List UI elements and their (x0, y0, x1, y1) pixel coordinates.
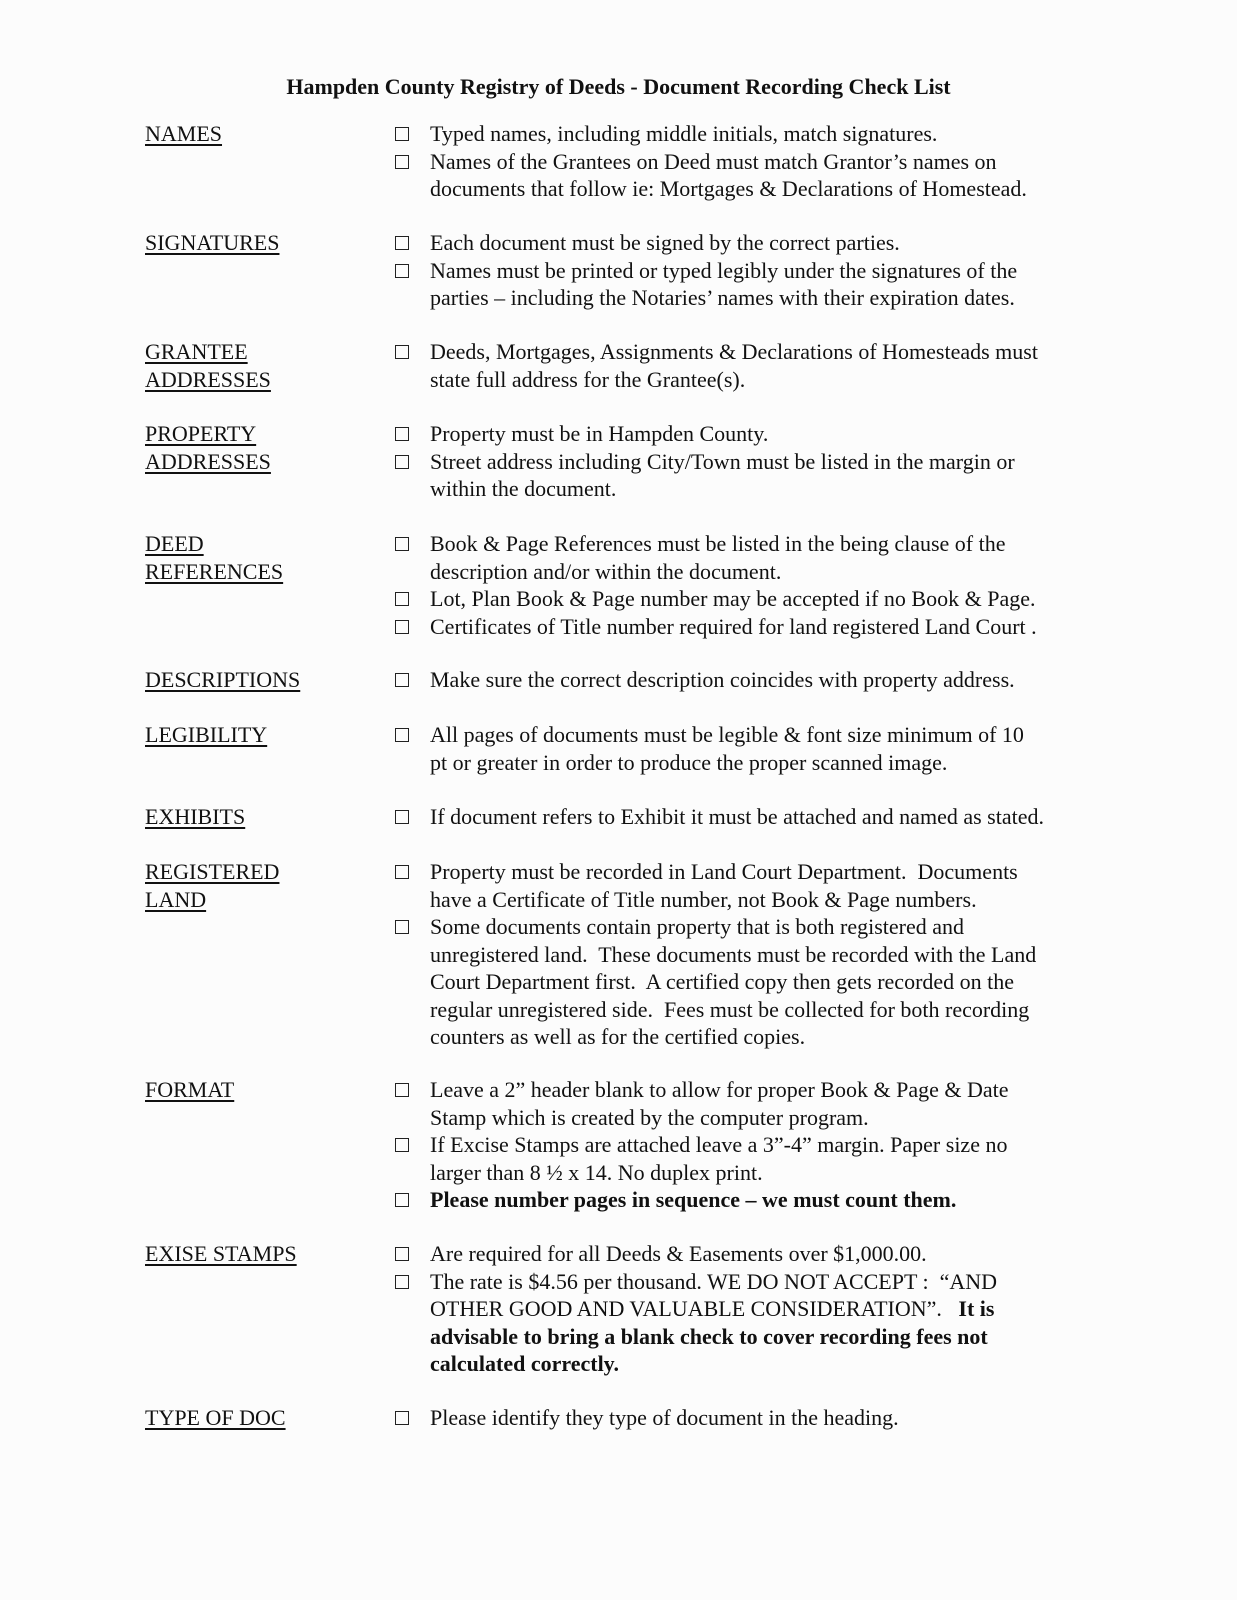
item-text: Each document must be signed by the correct parties. (430, 230, 900, 255)
section-label-line: REGISTERED (145, 859, 280, 884)
item-text-line (430, 120, 1125, 148)
item-text: All pages of documents must be legible & font size minimum of 10 (430, 722, 1024, 747)
checklist-item (395, 613, 1125, 641)
item-text-line (430, 941, 1125, 969)
checklist-item (395, 530, 1125, 585)
checklist-item (395, 1186, 1125, 1214)
item-text-line (430, 749, 1125, 777)
item-text: unregistered land. These documents must be recorded with the Land (430, 941, 1037, 967)
item-text: Deeds, Mortgages, Assignments & Declarations of Homesteads must (430, 339, 1038, 364)
item-text: Names of the Grantees on Deed must match Grantor’s names on (430, 148, 997, 174)
item-text-line (430, 558, 1125, 586)
checkbox-icon[interactable] (395, 810, 409, 824)
checkbox-icon[interactable] (395, 1411, 409, 1425)
checklist-items (395, 858, 1125, 1051)
item-text: Lot, Plan Book & Page number may be accepted if no Book & Page. (430, 586, 1036, 611)
item-text-line (430, 968, 1125, 996)
checkbox-icon[interactable] (395, 592, 409, 606)
section-label-line: FORMAT (145, 1077, 235, 1102)
item-text: If document refers to Exhibit it must be attached and named as stated. (430, 804, 1044, 829)
item-text: Stamp which is created by the computer program. (430, 1104, 869, 1130)
checkbox-icon[interactable] (395, 1275, 409, 1289)
checklist-item (395, 585, 1125, 613)
checklist-items (395, 120, 1125, 203)
checklist-item (395, 1131, 1125, 1186)
checklist-items (395, 338, 1125, 393)
checklist-item (395, 1404, 1125, 1432)
checkbox-icon[interactable] (395, 236, 409, 250)
section-label (145, 1404, 286, 1432)
item-text-line (430, 1404, 1125, 1432)
item-text-line (430, 229, 1125, 257)
checklist-item (395, 858, 1125, 913)
item-text: pt or greater in order to produce the proper scanned image. (430, 749, 948, 775)
item-text: within the document. (430, 476, 617, 501)
item-text-line (430, 284, 1125, 312)
checklist-items (395, 1404, 1125, 1432)
item-text: have a Certificate of Title number, not Book & Page numbers. (430, 886, 977, 912)
checkbox-icon[interactable] (395, 455, 409, 469)
checkbox-icon[interactable] (395, 537, 409, 551)
section-label (145, 721, 267, 749)
item-text-line (430, 148, 1125, 176)
item-text-line (430, 721, 1125, 749)
section-label-line: NAMES (145, 121, 223, 146)
checklist-item (395, 120, 1125, 148)
section-label (145, 420, 271, 475)
item-text-line (430, 257, 1125, 285)
item-text: OTHER GOOD AND VALUABLE CONSIDERATION”. (430, 1296, 959, 1321)
item-text: Names must be printed or typed legibly under the signatures of the (430, 257, 1018, 283)
item-text: calculated correctly. (430, 1351, 619, 1376)
item-text: Court Department first. A certified copy then gets recorded on the (430, 969, 1015, 994)
item-text: regular unregistered side. Fees must be collected for both recording (430, 996, 1030, 1022)
checklist-item (395, 148, 1125, 203)
item-text: documents that follow ie: Mortgages & Declarations of Homestead. (430, 176, 1027, 201)
item-text: Street address including City/Town must be listed in the margin or (430, 448, 1015, 474)
checklist-items (395, 530, 1125, 640)
checklist-item (395, 448, 1125, 503)
item-text: larger than 8 ½ x 14. No duplex print. (430, 1159, 763, 1185)
item-text-line (430, 1159, 1125, 1187)
item-text: Leave a 2” header blank to allow for proper Book & Page & Date (430, 1077, 1009, 1102)
item-text-line (430, 858, 1125, 886)
item-text-line (430, 803, 1125, 831)
item-text: Book & Page References must be listed in the being clause of the (430, 531, 1006, 556)
section-label-line: EXISE STAMPS (145, 1241, 297, 1266)
item-text: parties – including the Notaries’ names with their expiration dates. (430, 285, 1015, 310)
item-text: Make sure the correct description coincides with property address. (430, 667, 1015, 692)
checkbox-icon[interactable] (395, 1247, 409, 1261)
checkbox-icon[interactable] (395, 728, 409, 742)
checklist-items (395, 420, 1125, 503)
checkbox-icon[interactable] (395, 264, 409, 278)
item-text-line (430, 1186, 1125, 1214)
item-text-line (430, 1131, 1125, 1159)
checklist-item (395, 1240, 1125, 1268)
item-text: If Excise Stamps are attached leave a 3”-4” margin. Paper size no (430, 1132, 1008, 1157)
section-label-line: DEED (145, 531, 204, 556)
item-text: description and/or within the document. (430, 558, 782, 584)
item-text-line (430, 175, 1125, 203)
section-label-line: ADDRESSES (145, 448, 271, 474)
checklist-item (395, 420, 1125, 448)
checkbox-icon[interactable] (395, 127, 409, 141)
section-label (145, 803, 245, 831)
item-text-line (430, 475, 1125, 503)
item-text-line (430, 448, 1125, 476)
item-text-line (430, 886, 1125, 914)
item-text-line (430, 1323, 1125, 1351)
checklist-items (395, 666, 1125, 694)
section-label (145, 1076, 234, 1104)
item-text: Property must be in Hampden County. (430, 421, 769, 446)
item-text: The rate is $4.56 per thousand. WE DO NOT ACCEPT : “AND (430, 1268, 998, 1294)
item-text: Are required for all Deeds & Easements over $1,000.00. (430, 1241, 927, 1266)
checklist-item (395, 257, 1125, 312)
checklist-items (395, 803, 1125, 831)
item-text: Please number pages in sequence – we must count them. (430, 1187, 957, 1212)
checklist-item (395, 803, 1125, 831)
item-text: It is (958, 1296, 995, 1321)
item-text-line (430, 913, 1125, 941)
item-text-line (430, 996, 1125, 1024)
checkbox-icon[interactable] (395, 155, 409, 169)
checklist-items (395, 1076, 1125, 1214)
checklist-items (395, 1240, 1125, 1378)
item-text: Property must be recorded in Land Court Department. Documents (430, 859, 1018, 884)
checklist-item (395, 721, 1125, 776)
item-text: Some documents contain property that is both registered and (430, 914, 964, 939)
checkbox-icon[interactable] (395, 620, 409, 634)
item-text: Certificates of Title number required for land registered Land Court . (430, 613, 1037, 639)
section-label-line: LEGIBILITY (145, 722, 268, 747)
section-label (145, 338, 271, 393)
checklist-item (395, 1076, 1125, 1131)
checkbox-icon[interactable] (395, 345, 409, 359)
section-label (145, 858, 279, 913)
page-title: Hampden County Registry of Deeds - Document Recording Check List (286, 74, 951, 99)
section-label (145, 120, 222, 148)
item-text-line (430, 1104, 1125, 1132)
item-text: advisable to bring a blank check to cover recording fees not (430, 1323, 988, 1349)
checklist-item (395, 229, 1125, 257)
section-label-line: TYPE OF DOC (145, 1405, 286, 1430)
item-text-line (430, 666, 1125, 694)
section-label-line: DESCRIPTIONS (145, 667, 301, 692)
checkbox-icon[interactable] (395, 1138, 409, 1152)
checklist-items (395, 721, 1125, 776)
item-text: state full address for the Grantee(s). (430, 366, 746, 392)
item-text-line (430, 585, 1125, 613)
item-text: counters as well as for the certified copies. (430, 1024, 806, 1049)
item-text-line (430, 1350, 1125, 1378)
section-label-line: SIGNATURES (145, 230, 280, 255)
section-label (145, 229, 279, 257)
checkbox-icon[interactable] (395, 673, 409, 687)
item-text: Typed names, including middle initials, match signatures. (430, 121, 938, 146)
item-text-line (430, 1023, 1125, 1051)
checklist-item (395, 338, 1125, 393)
section-label (145, 666, 300, 694)
checklist-item (395, 666, 1125, 694)
item-text-line (430, 420, 1125, 448)
item-text-line (430, 613, 1125, 641)
item-text: Please identify they type of document in the heading. (430, 1405, 899, 1430)
item-text-line (430, 1268, 1125, 1296)
section-label-line: GRANTEE (145, 339, 248, 364)
item-text-line (430, 530, 1125, 558)
section-label (145, 530, 283, 585)
checklist-item (395, 1268, 1125, 1378)
checkbox-icon[interactable] (395, 427, 409, 441)
item-text-line (430, 1240, 1125, 1268)
checkbox-icon[interactable] (395, 1193, 409, 1207)
checkbox-icon[interactable] (395, 1083, 409, 1097)
item-text-line (430, 1295, 1125, 1323)
section-label (145, 1240, 297, 1268)
section-label-line: REFERENCES (145, 558, 284, 584)
checkbox-icon[interactable] (395, 920, 409, 934)
item-text-line (430, 338, 1125, 366)
section-label-line: EXHIBITS (145, 804, 246, 829)
checkbox-icon[interactable] (395, 865, 409, 879)
item-text-line (430, 1076, 1125, 1104)
section-label-line: LAND (145, 886, 207, 912)
section-label-line: PROPERTY (145, 421, 257, 446)
checklist-item (395, 913, 1125, 1051)
item-text-line (430, 366, 1125, 394)
checklist-items (395, 229, 1125, 312)
section-label-line: ADDRESSES (145, 366, 271, 392)
